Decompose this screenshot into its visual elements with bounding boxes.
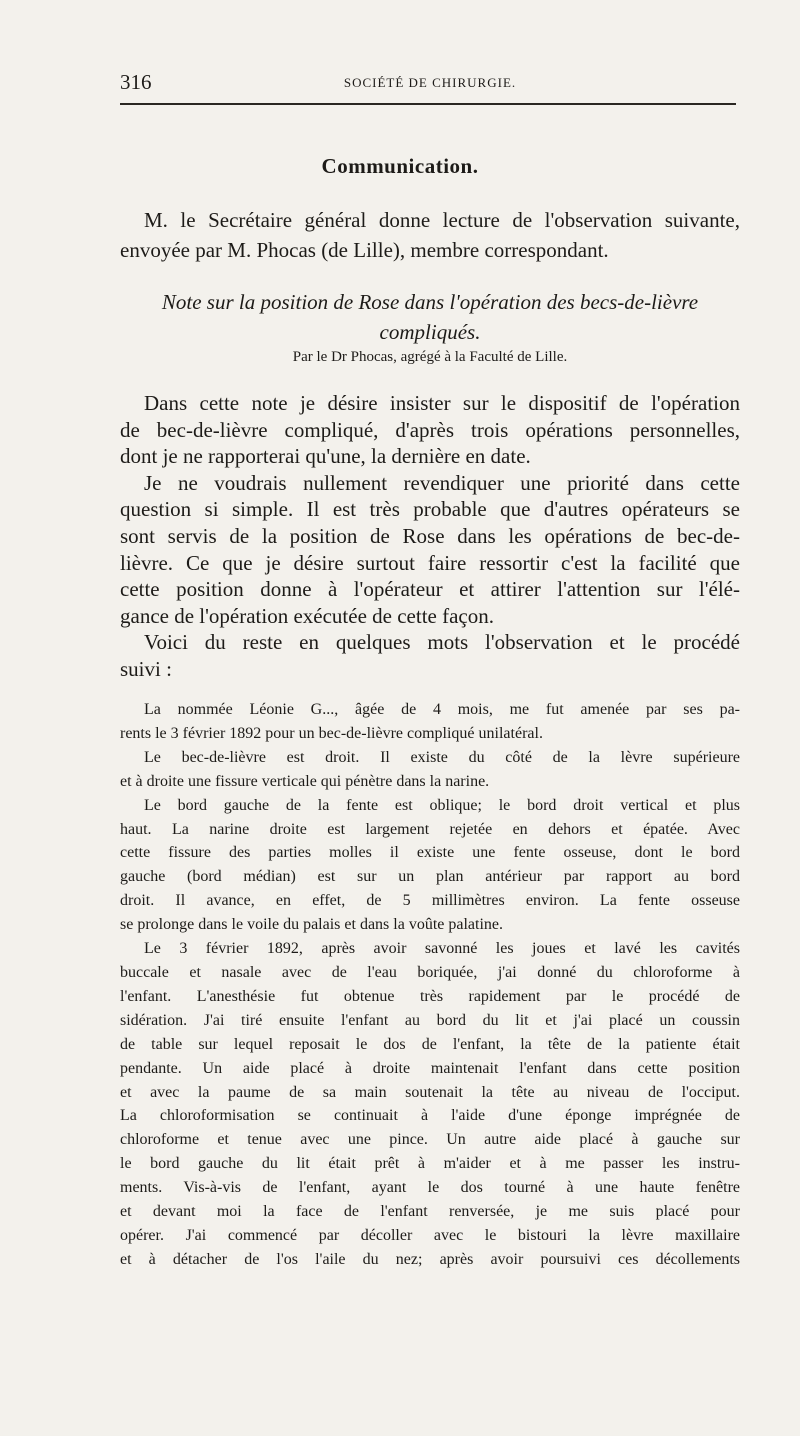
intro-line: M. le Secrétaire général donne lecture de l'observation suivante,: [144, 208, 740, 232]
article-title-line: compliqués.: [379, 320, 481, 344]
observation-line: Le bec-de-lièvre est droit. Il existe du côté de la lèvre supérieure: [144, 748, 740, 766]
observation-line: l'enfant. L'anesthésie fut obtenue très rapidement par le procédé de: [120, 987, 740, 1005]
observation-line: ments. Vis-à-vis de l'enfant, ayant le dos tourné à une haute fenêtre: [120, 1179, 740, 1197]
observation-line: chloroforme et tenue avec une pince. Un autre aide placé à gauche sur: [120, 1131, 740, 1149]
observation-line: La nommée Léonie G..., âgée de 4 mois, me fut amenée par ses pa-: [144, 701, 740, 718]
body-line: suivi :: [120, 656, 172, 681]
body-line: dont je ne rapporterai qu'une, la dernière en date.: [120, 444, 531, 469]
observation-line: et à droite une fissure verticale qui pénètre dans la narine.: [120, 772, 490, 790]
body-line: sont servis de la position de Rose dans les opérations de bec-de-: [120, 523, 740, 548]
body-line: Voici du reste en quelques mots l'observation et le procédé: [144, 630, 740, 655]
body-line: lièvre. Ce que je désire surtout faire ressortir c'est la facilité que: [120, 550, 740, 575]
running-title: SOCIÉTÉ DE CHIRURGIE.: [343, 75, 517, 90]
section-heading: Communication.: [321, 154, 479, 178]
observation-line: droit. Il avance, en effet, de 5 millimètres environ. La fente osseuse: [120, 892, 740, 910]
body-line: Je ne voudrais nullement revendiquer une priorité dans cette: [144, 470, 740, 495]
observation-line: cette fissure des parties molles il existe une fente osseuse, dont le bord: [120, 844, 740, 862]
header-rule: [120, 103, 736, 105]
observation-line: le bord gauche du lit était prêt à m'aider et à me passer les instru-: [120, 1155, 740, 1173]
body-line: gance de l'opération exécutée de cette façon.: [120, 603, 494, 628]
body-line: cette position donne à l'opérateur et attirer l'attention sur l'élé-: [120, 577, 740, 602]
observation-line: et à détacher de l'os l'aile du nez; après avoir poursuivi ces décollements: [120, 1250, 740, 1268]
article-title-line: Note sur la position de Rose dans l'opération des becs-de-lièvre: [161, 290, 699, 314]
observation-line: pendante. Un aide placé à droite maintenait l'enfant dans cette position: [120, 1059, 740, 1077]
byline: Par le Dr Phocas, agrégé à la Faculté de Lille.: [292, 349, 568, 365]
body-line: Dans cette note je désire insister sur le dispositif de l'opération: [144, 391, 740, 415]
observation-line: gauche (bord médian) est sur un plan antérieur par rapport au bord: [120, 868, 740, 886]
observation-line: opérer. J'ai commencé par décoller avec le bistouri la lèvre maxillaire: [120, 1226, 740, 1244]
observation-line: Le 3 février 1892, après avoir savonné les joues et lavé les cavités: [144, 940, 740, 958]
observation-line: Le bord gauche de la fente est oblique; le bord droit vertical et plus: [144, 796, 740, 814]
body-line: question si simple. Il est très probable que d'autres opérateurs se: [120, 497, 740, 522]
observation-line: se prolonge dans le voile du palais et dans la voûte palatine.: [120, 916, 503, 934]
page-number: 316: [120, 70, 152, 94]
intro-paragraph: [120, 205, 740, 265]
body-line: de bec-de-lièvre compliqué, d'après trois opérations personnelles,: [120, 417, 740, 442]
observation-line: de table sur lequel reposait le dos de l'enfant, la tête de la patiente était: [120, 1035, 740, 1053]
article-title: [120, 287, 740, 347]
body-text: [120, 390, 740, 683]
observation-line: et avec la paume de sa main soutenait la tête au niveau de l'occiput.: [120, 1083, 740, 1101]
running-head: [120, 70, 740, 98]
observation-text: [120, 698, 740, 1272]
observation-line: sidération. J'ai tiré ensuite l'enfant au bord du lit et j'ai placé un coussin: [120, 1011, 740, 1029]
observation-line: et devant moi la face de l'enfant renversée, je me suis placé pour: [120, 1203, 740, 1221]
observation-line: buccale et nasale avec de l'eau boriquée, j'ai donné du chloroforme à: [120, 963, 740, 981]
observation-line: rents le 3 février 1892 pour un bec-de-lièvre compliqué unilatéral.: [120, 724, 543, 742]
observation-line: haut. La narine droite est largement rejetée en dehors et épatée. Avec: [120, 820, 740, 838]
intro-line: envoyée par M. Phocas (de Lille), membre correspondant.: [120, 238, 609, 262]
observation-line: La chloroformisation se continuait à l'aide d'une éponge imprégnée de: [120, 1107, 740, 1125]
